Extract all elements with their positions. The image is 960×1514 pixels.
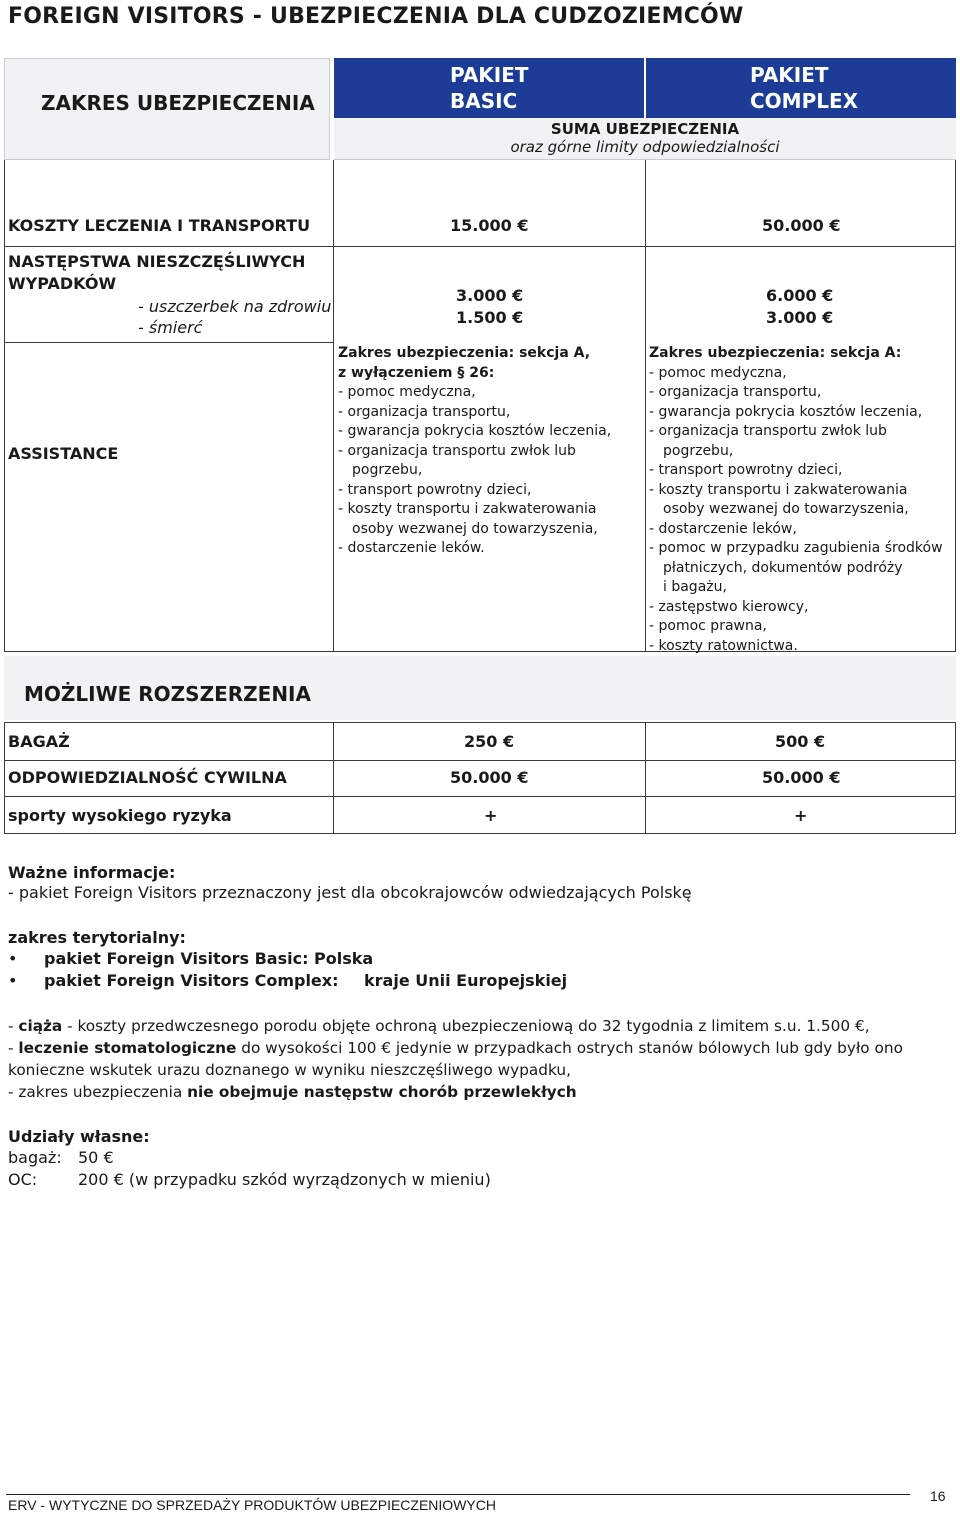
medical-costs-basic: 15.000 € [450, 216, 529, 235]
list-item: - transport powrotny dzieci, [649, 462, 843, 478]
divider [4, 760, 956, 761]
deductible-heading: Udziały własne: [8, 1127, 150, 1146]
dash: - [8, 1017, 19, 1035]
list-item: - transport powrotny dzieci, [338, 481, 532, 498]
list-item: - dostarczenie leków. [338, 540, 485, 556]
liability-complex: 50.000 € [762, 768, 841, 787]
deductible-baggage-value: 50 € [78, 1148, 114, 1167]
divider [333, 722, 334, 834]
complex-header-line1: PAKIET [750, 63, 829, 87]
info-pregnancy [8, 1015, 870, 1037]
chronic-bold: nie obejmuje następstw chorób przewlekłych [187, 1083, 577, 1101]
baggage-basic: 250 € [464, 732, 515, 751]
bullet-icon: • [8, 949, 18, 968]
sum-insured-label: SUMA UBEZPIECZENIA [550, 120, 740, 138]
list-item: pogrzebu, [352, 462, 423, 478]
basic-package-header [334, 58, 644, 118]
page-number: 16 [930, 1488, 946, 1504]
liability-basic: 50.000 € [450, 768, 529, 787]
footer-rule [6, 1494, 910, 1495]
list-item: - organizacja transportu zwłok lub [649, 423, 887, 439]
dental-text: do wysokości 100 € jedynie w przypadkach ostrych stanów bólowych lub gdy było ono [236, 1039, 903, 1057]
medical-costs-complex: 50.000 € [762, 216, 841, 235]
complex-package-header [646, 58, 956, 118]
divider [645, 160, 646, 652]
divider [645, 722, 646, 834]
list-item: osoby wezwanej do towarzyszenia, [352, 520, 598, 537]
accident-sub-death: - śmierć [138, 318, 203, 337]
page-title: FOREIGN VISITORS - UBEZPIECZENIA DLA CUDZOZIEMCÓW [8, 4, 744, 29]
accident-label-line1: NASTĘPSTWA NIESZCZĘŚLIWYCH [8, 252, 306, 271]
territory-basic-text: pakiet Foreign Visitors Basic: Polska [44, 949, 374, 968]
dental-bold: leczenie stomatologiczne [18, 1039, 237, 1057]
complex-header-line2: COMPLEX [750, 89, 859, 113]
divider [333, 160, 334, 246]
medical-costs-label: KOSZTY LECZENIA I TRANSPORTU [8, 216, 311, 235]
assistance-complex-heading: Zakres ubezpieczenia: sekcja A: [649, 345, 902, 361]
divider [4, 796, 956, 797]
divider [333, 246, 334, 652]
territory-complex-item [8, 970, 339, 992]
pregnancy-bold: ciąża [18, 1017, 63, 1035]
pregnancy-text: - koszty przedwczesnego porodu objęte ochroną ubezpieczeniową do 32 tygodnia z limitem s.u. 1.500 €, [62, 1017, 870, 1035]
list-item: - organizacja transportu, [649, 384, 822, 400]
accident-basic-injury: 3.000 € [456, 286, 524, 305]
list-item: - dostarczenie leków, [649, 520, 797, 537]
info-chronic [8, 1081, 577, 1103]
list-item: - organizacja transportu, [338, 403, 511, 420]
info-heading: Ważne informacje: [8, 863, 176, 882]
dash: - [8, 1039, 19, 1057]
sum-insured-header [334, 118, 956, 160]
list-item: - koszty transportu i zakwaterowania [338, 501, 597, 517]
list-item: - koszty transportu i zakwaterowania [649, 481, 908, 498]
list-item: - organizacja transportu zwłok lub [338, 442, 576, 459]
basic-header-line2: BASIC [450, 89, 518, 113]
list-item: - pomoc prawna, [649, 618, 767, 634]
accident-complex-injury: 6.000 € [766, 286, 834, 305]
list-item: i bagażu, [663, 579, 727, 595]
assistance-basic-heading2: z wyłączeniem § 26: [338, 364, 495, 381]
list-item: - pomoc medyczna, [649, 364, 787, 381]
footer-text: ERV - WYTYCZNE DO SPRZEDAŻY PRODUKTÓW UBEZPIECZENIOWYCH [8, 1497, 496, 1513]
table-row: BAGAŻ [8, 732, 70, 751]
assistance-complex-list [649, 344, 943, 656]
list-item: osoby wezwanej do towarzyszenia, [663, 501, 909, 517]
territory-complex-label: pakiet Foreign Visitors Complex: [44, 971, 339, 990]
accident-label-line2: WYPADKÓW [8, 274, 117, 293]
basic-header-line1: PAKIET [450, 63, 529, 87]
info-dental-line2: konieczne wskutek urazu doznanego w wyniku nieszczęśliwego wypadku, [8, 1061, 571, 1079]
accident-sub-injury: - uszczerbek na zdrowiu [138, 297, 332, 316]
divider [4, 246, 956, 247]
sports-basic: + [484, 806, 498, 825]
list-item: pogrzebu, [663, 442, 734, 459]
list-item: płatniczych, dokumentów podróży [663, 559, 903, 576]
list-item: - gwarancja pokrycia kosztów leczenia, [338, 423, 612, 439]
territory-heading: zakres terytorialny: [8, 928, 186, 947]
territory-complex-value: kraje Unii Europejskiej [364, 971, 568, 990]
list-item: - pomoc medyczna, [338, 384, 476, 400]
territory-basic-item [8, 948, 373, 970]
info-dental [8, 1037, 903, 1059]
list-item: - zastępstwo kierowcy, [649, 598, 809, 615]
list-item: - pomoc w przypadku zagubienia środków [649, 540, 943, 556]
deductible-oc-label: OC: [8, 1170, 38, 1189]
deductible-oc-value: 200 € (w przypadku szkód wyrządzonych w mieniu) [78, 1170, 491, 1189]
chronic-text: - zakres ubezpieczenia [8, 1083, 188, 1101]
list-item: - koszty ratownictwa. [649, 637, 798, 654]
accident-basic-death: 1.500 € [456, 308, 524, 327]
info-line-target: - pakiet Foreign Visitors przeznaczony jest dla obcokrajowców odwiedzających Polskę [8, 883, 692, 902]
scope-header-cell [4, 58, 330, 160]
accident-complex-death: 3.000 € [766, 308, 834, 327]
table-row: sporty wysokiego ryzyka [8, 806, 232, 825]
sports-complex: + [794, 806, 808, 825]
bullet-icon: • [8, 971, 18, 990]
divider [4, 342, 334, 343]
table-row: ODPOWIEDZIALNOŚĆ CYWILNA [8, 768, 287, 787]
deductible-baggage-label: bagaż: [8, 1148, 62, 1167]
baggage-complex: 500 € [775, 732, 826, 751]
assistance-label: ASSISTANCE [8, 444, 119, 463]
list-item: - gwarancja pokrycia kosztów leczenia, [649, 403, 923, 420]
sum-insured-subtitle: oraz górne limity odpowiedzialności [510, 138, 780, 156]
assistance-basic-list [338, 344, 611, 559]
scope-header-label: ZAKRES UBEZPIECZENIA [41, 91, 315, 115]
extensions-title: MOŻLIWE ROZSZERZENIA [24, 682, 311, 706]
assistance-basic-heading1: Zakres ubezpieczenia: sekcja A, [338, 345, 591, 361]
